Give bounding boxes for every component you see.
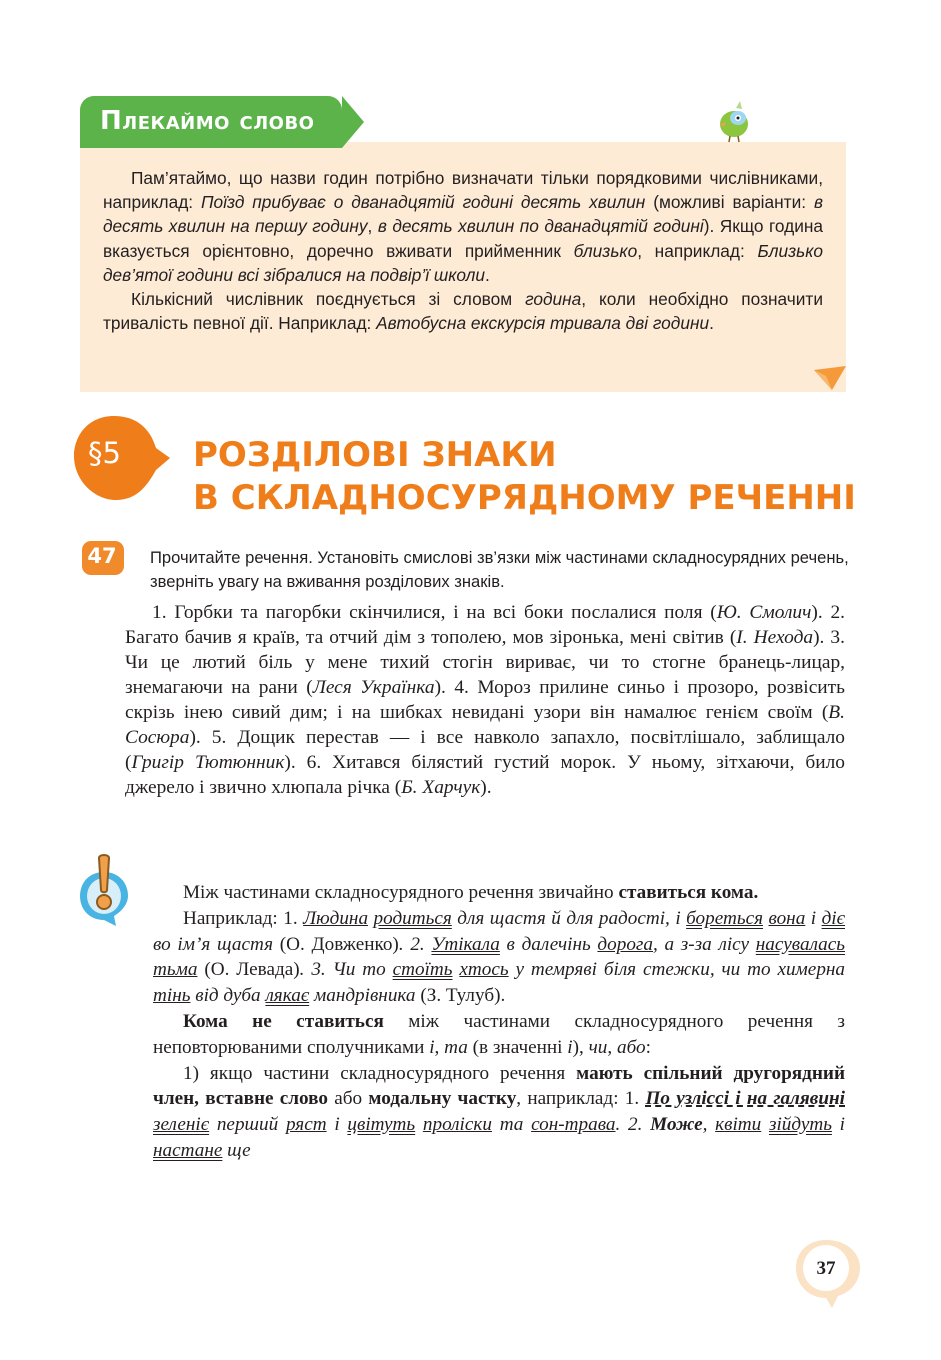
text-run: Пам’ятаймо, що назви годин потрібно визначати тільки порядковими числівниками, наприклад: (103, 168, 823, 213)
text-run: дорога (597, 933, 653, 955)
plekaimo-paragraph (103, 287, 823, 335)
text-run: . (484, 264, 490, 285)
plekaimo-paragraph (103, 166, 823, 287)
text-run: . 2. (398, 933, 432, 955)
text-run: насувалась (755, 933, 846, 955)
text-run: (З. Тулуб) (420, 985, 501, 1007)
text-run: та (491, 1114, 532, 1136)
text-run: (в значенні (467, 1036, 568, 1058)
text-run: : (645, 1036, 651, 1058)
text-run: , а з-за лісу (653, 933, 756, 955)
text-run: в десять хвилин на першу годину (103, 192, 823, 237)
text-run: в десять хвилин по дванадцятій годині (377, 216, 704, 237)
plekaimo-slovo-text (103, 166, 823, 335)
text-run: і (831, 1114, 845, 1136)
text-run: зеленіє (153, 1114, 210, 1136)
text-run: , (607, 1036, 617, 1058)
text-run: бореться (686, 907, 764, 929)
text-run: зійдуть (768, 1114, 832, 1136)
text-run: ще (222, 1139, 251, 1161)
text-run: діє (821, 907, 845, 929)
text-run: і (805, 907, 822, 929)
text-run: (можливі варіанти: (645, 192, 814, 213)
plekaimo-title-text: Плекаймо слово (100, 106, 315, 136)
plekaimo-slovo-title (100, 106, 314, 136)
rule-paragraph (153, 906, 845, 1009)
text-run: і (567, 1036, 573, 1058)
text-run: ). 5. Дощик перестав — і все навколо запахло, посвітлішало, заблищало ( (125, 727, 845, 773)
text-run: квіти (715, 1114, 762, 1136)
rule-paragraph (153, 1061, 845, 1164)
text-run: Ю. Смолич (716, 602, 812, 623)
text-run: ). Якщо година вказується орієнтовно, доречно вживати прийменник (103, 216, 824, 261)
text-run: ряст (285, 1114, 327, 1136)
text-run: Автобусна екскурсія тривала дві години (376, 313, 710, 334)
text-run: Близько дев’ятої години всі зібралися на подвір’ї школи (103, 240, 823, 285)
text-run: І. Нехода (736, 627, 814, 648)
rule-paragraph (153, 1009, 845, 1061)
text-run: , коли необхідно позначити тривалість певної дії. Наприклад: (103, 289, 823, 334)
exercise-number: 47 (87, 544, 117, 568)
text-run: Між частинами складносурядного речення звичайно (183, 882, 619, 903)
text-run: або (616, 1036, 646, 1058)
exclamation-info-icon (76, 852, 132, 928)
rule-paragraph (153, 880, 845, 906)
text-run: година (525, 289, 582, 310)
text-run: По узліссі і на галявині (645, 1088, 846, 1110)
text-run: ставиться кома (618, 882, 754, 903)
text-run: ). 4. Мороз прилине синьо і прозоро, розвісить скрізь інею сивий дим; і на шибках невидані узори він намалює генієм своїм ( (125, 677, 845, 723)
text-run: , (434, 1036, 445, 1058)
text-run: проліски (422, 1114, 492, 1136)
text-run: лякає (265, 985, 310, 1007)
rule-text (153, 880, 845, 1164)
text-run: і (429, 1036, 435, 1058)
text-run: чи (588, 1036, 608, 1058)
text-run: цвітуть (347, 1114, 416, 1136)
text-run: стоїть (392, 959, 453, 981)
text-run: настане (153, 1139, 223, 1161)
page-number: 37 (816, 1258, 836, 1279)
text-run: Поїзд прибуває о дванадцятій годині десять хвилин (201, 192, 646, 213)
text-run: від дуба (190, 985, 266, 1007)
text-run: або (328, 1088, 369, 1110)
text-run: ). 2. Багато бачив я країв, та отчий дім з тополею, мов зіронька, мені світив ( (125, 602, 845, 648)
text-run: Наприклад: 1. (183, 907, 304, 929)
text-run: Може (650, 1114, 703, 1136)
text-run: . 3. Чи то (299, 959, 393, 981)
text-run: перший (209, 1114, 286, 1136)
text-run: тьма (153, 959, 198, 981)
text-run: В. Сосюра (125, 702, 845, 748)
text-run: . (500, 985, 506, 1007)
text-run: (О. Левада) (204, 959, 300, 981)
text-run: . (753, 882, 759, 903)
exercise-text (125, 600, 845, 800)
text-run: . 2. (615, 1114, 651, 1136)
text-run: і (326, 1114, 348, 1136)
text-run: модальну частку (368, 1088, 517, 1110)
text-run: мають спільний другорядний член, вставне слово (153, 1062, 845, 1110)
section-title (193, 434, 856, 520)
text-run: ). (480, 777, 492, 798)
text-run: Григір Тютюнник (131, 752, 285, 773)
section-title-line1: РОЗДІЛОВІ ЗНАКИ (193, 435, 557, 475)
corner-decoration (812, 364, 846, 392)
text-run: вона (768, 907, 806, 929)
bird-icon (708, 96, 758, 146)
text-run: у темряві біля стежки, чи то химерна (508, 959, 846, 981)
text-run: , наприклад: 1. (516, 1088, 646, 1110)
text-run: родиться (373, 907, 452, 929)
text-run: тінь (153, 985, 191, 1007)
text-run (415, 1114, 423, 1135)
text-run: Утікала (431, 933, 500, 955)
section-title-line2: В СКЛАДНОСУРЯДНОМУ РЕЧЕННІ (193, 478, 856, 518)
text-run: Кома не ставиться (183, 1010, 384, 1032)
text-run: мандрівника (309, 985, 421, 1007)
text-run: ). 3. Чи це лютий біль у мене тихий стогін вириває, чи то стогне бранець-лицар, знемагаючи на рани ( (125, 627, 845, 698)
text-run: для щастя й для радості, і (451, 907, 687, 929)
text-run: та (444, 1036, 468, 1058)
text-run: 1) якщо частини складносурядного речення (183, 1062, 577, 1084)
text-run (761, 1114, 769, 1135)
text-run: в далечінь (499, 933, 598, 955)
section-badge (66, 410, 176, 510)
text-run: Людина (303, 907, 369, 929)
text-run: ), (572, 1036, 589, 1058)
text-run: . (709, 313, 714, 334)
section-number: §5 (88, 436, 121, 470)
text-run: близько (573, 240, 638, 261)
text-run: між частинами складносурядного речення з неповторюваними сполучниками (153, 1010, 845, 1058)
text-run: (О. Довженко) (279, 933, 399, 955)
exercise-instruction: Прочитайте речення. Установіть смислові зв’язки між частинами складносурядних речень, зверніть увагу на вживання розділових знаків. (150, 548, 849, 591)
text-run: , наприклад: (637, 240, 758, 261)
text-run: , (367, 216, 378, 237)
text-run: хтось (459, 959, 509, 981)
text-run: Б. Харчук (401, 777, 481, 798)
text-run: сон-трава (531, 1114, 616, 1136)
text-run: 1. Горбки та пагорбки скінчилися, і на всі боки послалися поля ( (152, 602, 717, 623)
text-run: во ім’я щастя (153, 933, 280, 955)
text-run: Леся Українка (312, 677, 435, 698)
text-run: Кількісний числівник поєднується зі словом (131, 289, 526, 310)
text-run: , (702, 1114, 716, 1136)
text-run: ). 6. Хитався білястий густий морок. У ньому, зітхаючи, било джерело і звично хлюпала річка ( (125, 752, 846, 798)
